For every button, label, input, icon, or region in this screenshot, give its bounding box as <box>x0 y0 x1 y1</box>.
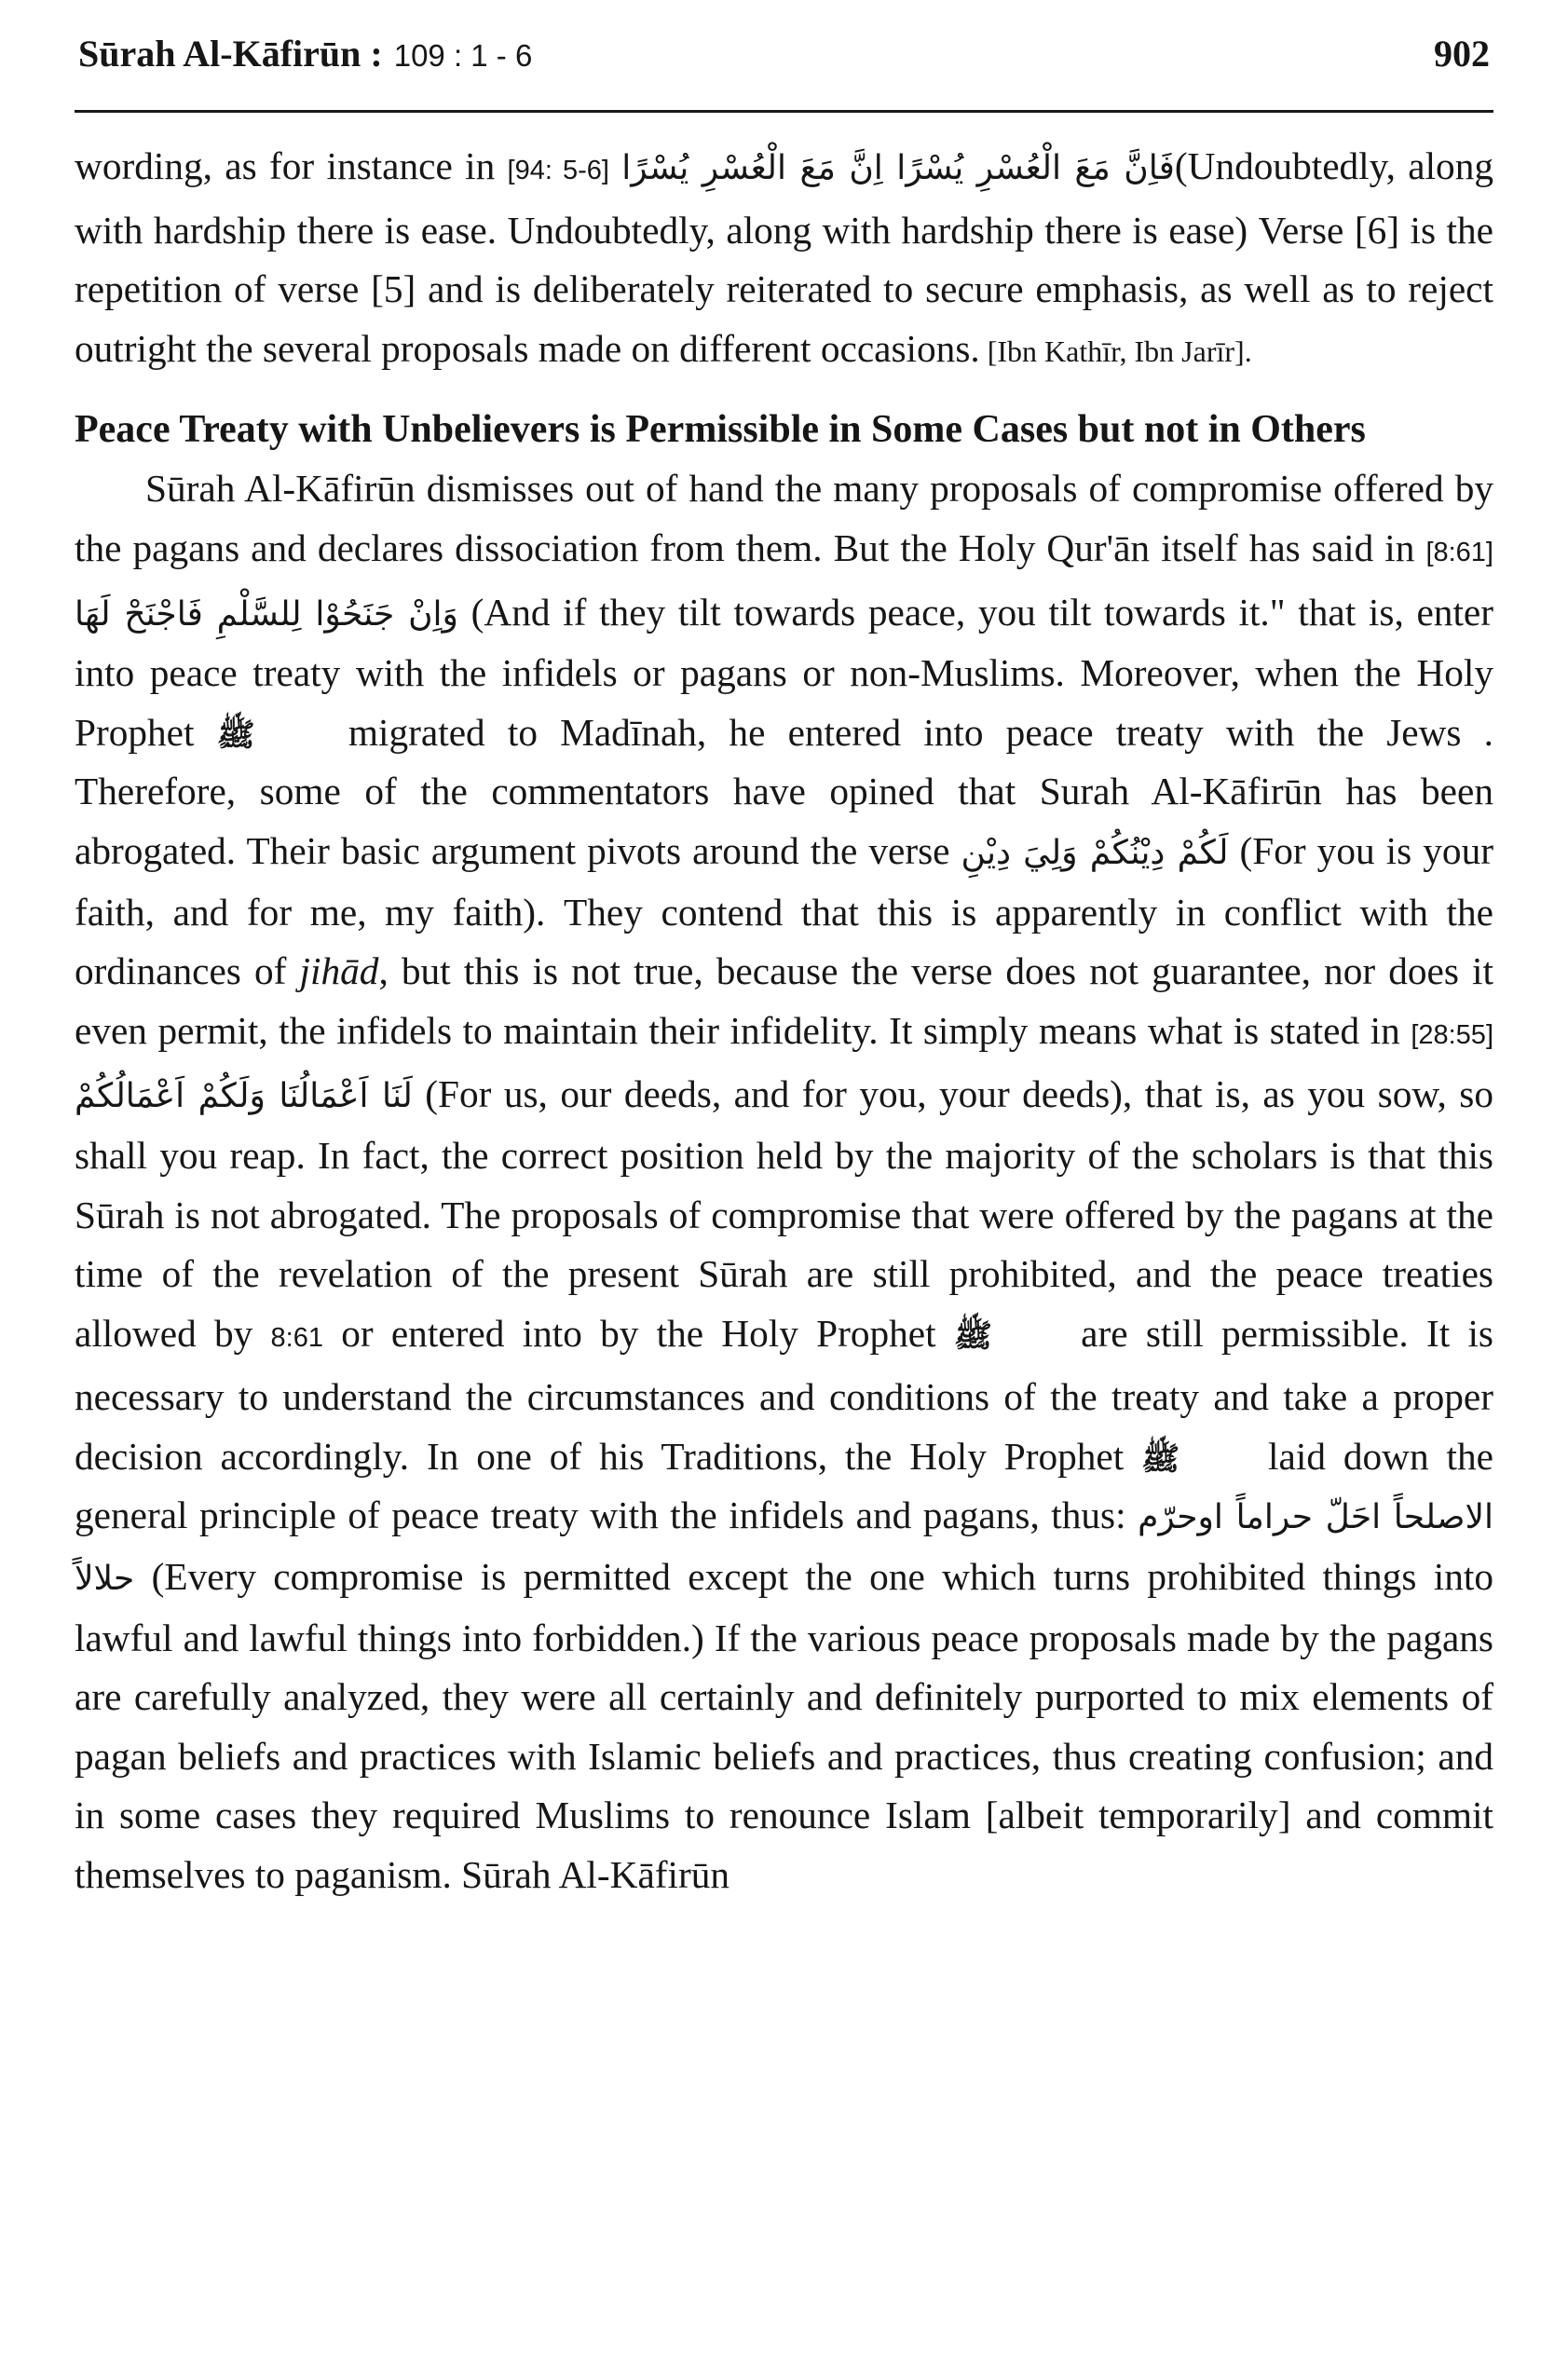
honorific-symbol-icon: ﷺ <box>1141 1439 1180 1478</box>
header-left <box>78 32 532 75</box>
italic-term: jihād <box>299 949 379 993</box>
body-text-3: migrated to Madīnah, he entered into peace treaty with the Jews . Therefore, some of the commentators have opined that Surah Al-Kāfirūn has been abrogated. Their basic argument pivots around the verse <box>75 710 1493 872</box>
honorific-symbol-icon: ﷺ <box>953 1316 992 1355</box>
body-text-10: (Every compromise is permitted except the one which turns prohibited things into lawful and lawful things into forbidden.) If the various peace proposals made by the pagans are carefully analyzed, they were all certainly and definitely purported to mix elements of pagan beliefs and practices with Islamic beliefs and practices, thus creating confusion; and in some cases they required Muslims to renounce Islam [albeit temporarily] and commit themselves to paganism. Sūrah Al-Kāfirūn <box>75 1555 1493 1897</box>
arabic-quote: وَاِنْ جَنَحُوْا لِلسَّلْمِ فَاجْنَحْ لَهَا <box>75 594 458 634</box>
quran-reference: [8:61] <box>1425 537 1493 567</box>
arabic-quote: الاصلحاً احَلّ حراماً اوحرّم حلالاً <box>75 1498 1493 1599</box>
body-text-7: or entered into by the Holy Prophet <box>322 1311 954 1355</box>
running-header <box>75 32 1493 97</box>
document-page <box>75 32 1493 1905</box>
quran-reference: 8:61 <box>270 1322 323 1353</box>
honorific-symbol-icon: ﷺ <box>216 716 255 754</box>
page-number: 902 <box>1434 33 1490 75</box>
intro-paragraph <box>75 137 1493 381</box>
body-text-6: (For us, our deeds, and for you, your deeds), that is, as you sow, so shall you reap. In fact, the correct position held by the majority of the scholars is that this Sūrah is not abrogated. The proposals of compromise that were offered by the pagans at the time of the revelation of the present Sūrah are still prohibited, and the peace treaties allowed by <box>75 1072 1493 1355</box>
body-text-1: Sūrah Al-Kāfirūn dismisses out of hand the many proposals of compromise offered by the pagans and declares dissociation from them. But the Holy Qur'ān itself has said in <box>75 467 1493 569</box>
header-divider <box>75 110 1493 113</box>
section-heading: Peace Treaty with Unbelievers is Permissible in Some Cases but not in Others <box>75 408 1366 452</box>
quran-reference: [28:55] <box>1411 1019 1493 1050</box>
arabic-quote: لَكُمْ دِيْنُكُمْ وَلِيَ دِيْنِ <box>961 833 1229 872</box>
surah-title: Sūrah Al-Kāfirūn : <box>78 33 383 75</box>
body-text-5: , but this is not true, because the verse does not guarantee, nor does it even permit, the infidels to maintain their infidelity. It simply means what is stated in <box>75 949 1493 1052</box>
body-text-2: (And if they tilt towards peace, you tilt towards it." that is, enter into peace treaty with the infidels or pagans or non-Muslims. Moreover, when the Holy Prophet <box>75 590 1493 754</box>
body-text-4: (For you is your faith, and for me, my faith). They contend that this is apparently in conflict with the ordinances of <box>75 828 1493 993</box>
body-paragraph <box>75 459 1493 1904</box>
body-text-9: laid down the general principle of peace treaty with the infidels and pagans, thus: <box>75 1434 1493 1537</box>
intro-text-1: wording, as for instance in <box>75 144 508 187</box>
verse-range: 109 : 1 - 6 <box>393 38 533 73</box>
arabic-quote: فَاِنَّ مَعَ الْعُسْرِ يُسْرًا اِنَّ مَعَ الْعُسْرِ يُسْرًا <box>621 149 1175 187</box>
quran-reference: [94: 5-6] <box>507 156 609 185</box>
intro-text-2: (Undoubtedly, along with hardship there is ease. Undoubtedly, along with hardship there is ease) Verse [6] is the repetition of verse [5] and is deliberately reiterated to secure emphasis, as well as to reject outright the several proposals made on different occasions. <box>75 144 1494 370</box>
arabic-quote: لَنَا اَعْمَالُنَا وَلَكُمْ اَعْمَالُكُمْ <box>75 1077 413 1116</box>
body-text-8: are still permissible. It is necessary to understand the circumstances and conditions of the treaty and take a proper decision accordingly. In one of his Traditions, the Holy Prophet <box>75 1311 1494 1478</box>
source-citation: [Ibn Kathīr, Ibn Jarīr]. <box>979 334 1252 368</box>
